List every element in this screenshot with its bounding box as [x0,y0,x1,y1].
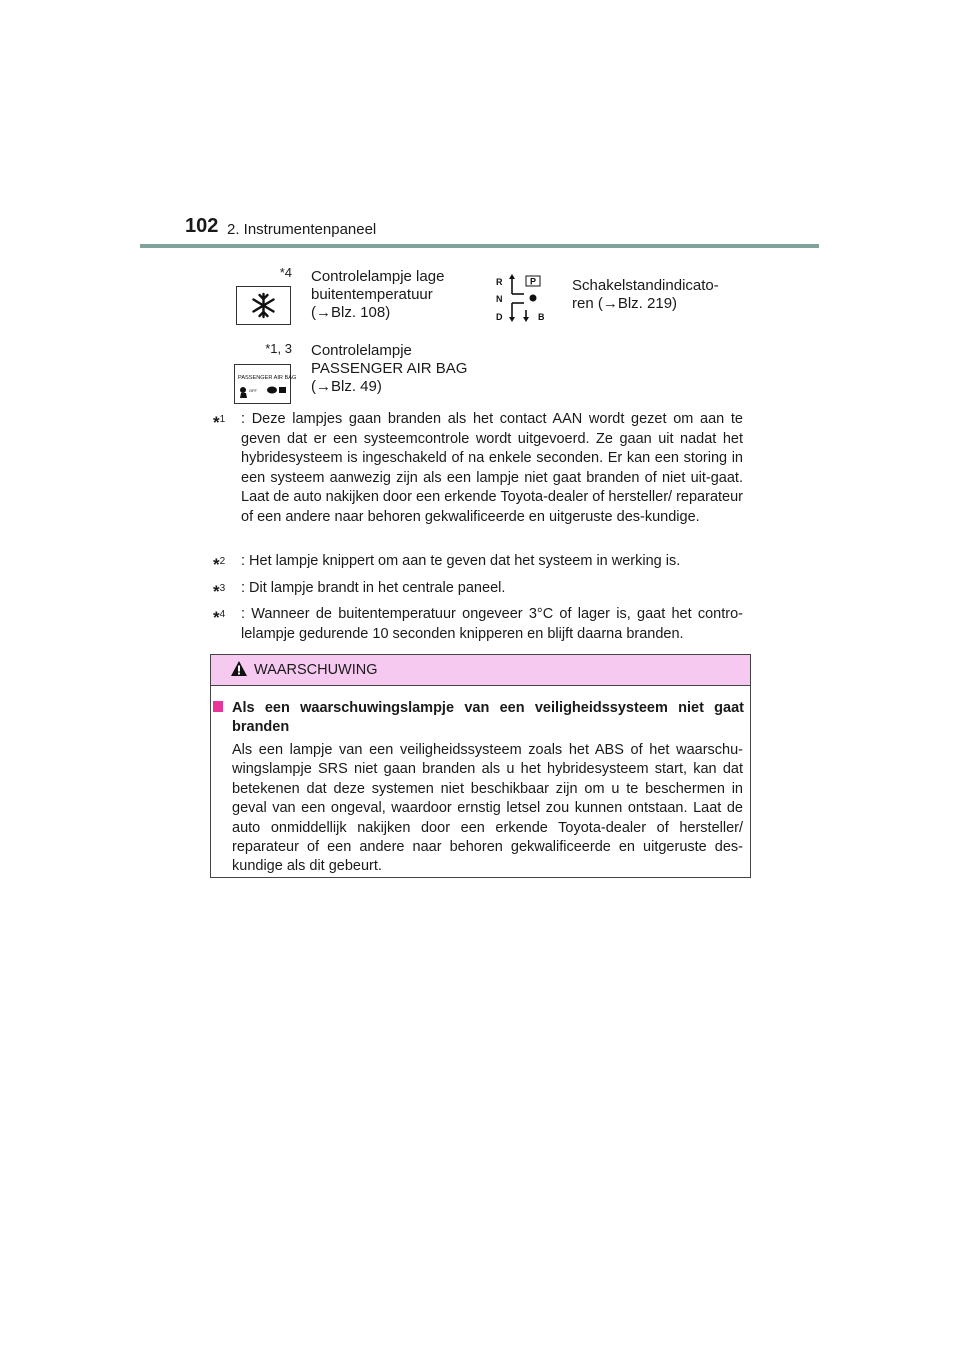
indicator-text-line: PASSENGER AIR BAG [311,360,468,377]
indicator-text-line: (→Blz. 108) [311,304,391,321]
shift-label-n: N [496,294,503,304]
shift-position-indicator-icon [494,270,552,324]
snowflake-icon [236,286,291,325]
warning-header [211,655,750,686]
footnote [213,605,743,644]
indicator-footnote-mark: *4 [279,265,292,280]
footnote-text: : Wanneer de buitentemperatuur ongeveer 3°C of lager is, gaat het contro-lelampje gedurende 10 seconden knipperen en blijft daarna branden. [241,606,743,642]
section-title: 2. Instrumentenpaneel [227,221,377,238]
footnote-number: 2 [219,556,226,567]
footnote-mark: *$^2$ [213,554,226,574]
footnote-mark: *$^4$ [213,607,226,627]
indicator-text-line: buitentemperatuur [311,286,433,303]
footnote-text: : Het lampje knippert om aan te geven dat het systeem in werking is. [241,553,681,569]
footnote-text: : Dit lampje brandt in het centrale paneel. [241,580,506,596]
airbag-label-off: OFF [249,388,257,393]
shift-label-r: R [496,277,503,287]
indicator-text-line: (→Blz. 49) [311,378,382,395]
page-number: 102 [185,215,219,237]
shift-label-d: D [496,312,503,322]
warning-title: WAARSCHUWING [254,662,378,678]
airbag-label-title: PASSENGER AIR BAG [238,375,297,381]
indicator-description [572,277,762,313]
bullet-square-icon [213,701,223,712]
footnote-number: 1 [219,414,226,425]
footnote-mark: *$^3$ [213,581,226,601]
warning-triangle-icon [230,660,248,682]
footnote-number: 3 [219,583,226,594]
shift-label-p: P [530,276,537,287]
footnote [213,552,743,572]
footnote [213,410,743,527]
shift-label-b: B [538,312,545,322]
footnote-mark: *$^1$ [213,412,226,432]
passenger-airbag-icon [234,364,297,404]
indicator-text-line: Controlelampje lage [311,268,445,285]
indicator-footnote-mark: *1, 3 [265,341,292,356]
footnote [213,579,743,599]
indicator-text-line: ren (→Blz. 219) [572,295,678,312]
header-divider [140,244,819,248]
warning-box [210,654,751,878]
footnote-text: : Deze lampjes gaan branden als het contact AAN wordt gezet om aan te geven dat er een systeemcontrole wordt uitgevoerd. Ze gaan uit nadat het hybridesysteem is ingeschakeld of na enkele seconden. Er kan een storing in een systeem aanwezig zijn als een lampje niet gaat branden of niet uit-gaat. Laat de auto nakijken door een erkende Toyota-dealer of hersteller/ reparateur of een andere naar behoren gekwalificeerde en uitgeruste des-kundige. [241,411,743,525]
warning-body: Als een lampje van een veiligheidssysteem zoals het ABS of het waarschu-wingslampje SRS niet gaan branden als u het hybridesysteem start, kan dat betekenen dat deze systemen niet beschikbaar zijn om u te beschermen in geval van een ongeval, waardoor ernstig letsel zou kunnen ontstaan. Laat de auto onmiddellijk nakijken door een erkende Toyota-dealer of hersteller/ reparateur of een andere naar behoren gekwalificeerde en uitgeruste des-kundige als dit gebeurt. [232,742,743,875]
indicator-text-line: Schakelstandindicato- [572,277,719,294]
indicator-text-line: Controlelampje [311,342,412,359]
warning-heading: Als een waarschuwingslampje van een veiligheidssysteem niet gaat branden [232,700,744,735]
indicator-description [311,268,491,322]
indicator-description [311,342,491,396]
footnote-number: 4 [219,609,226,620]
